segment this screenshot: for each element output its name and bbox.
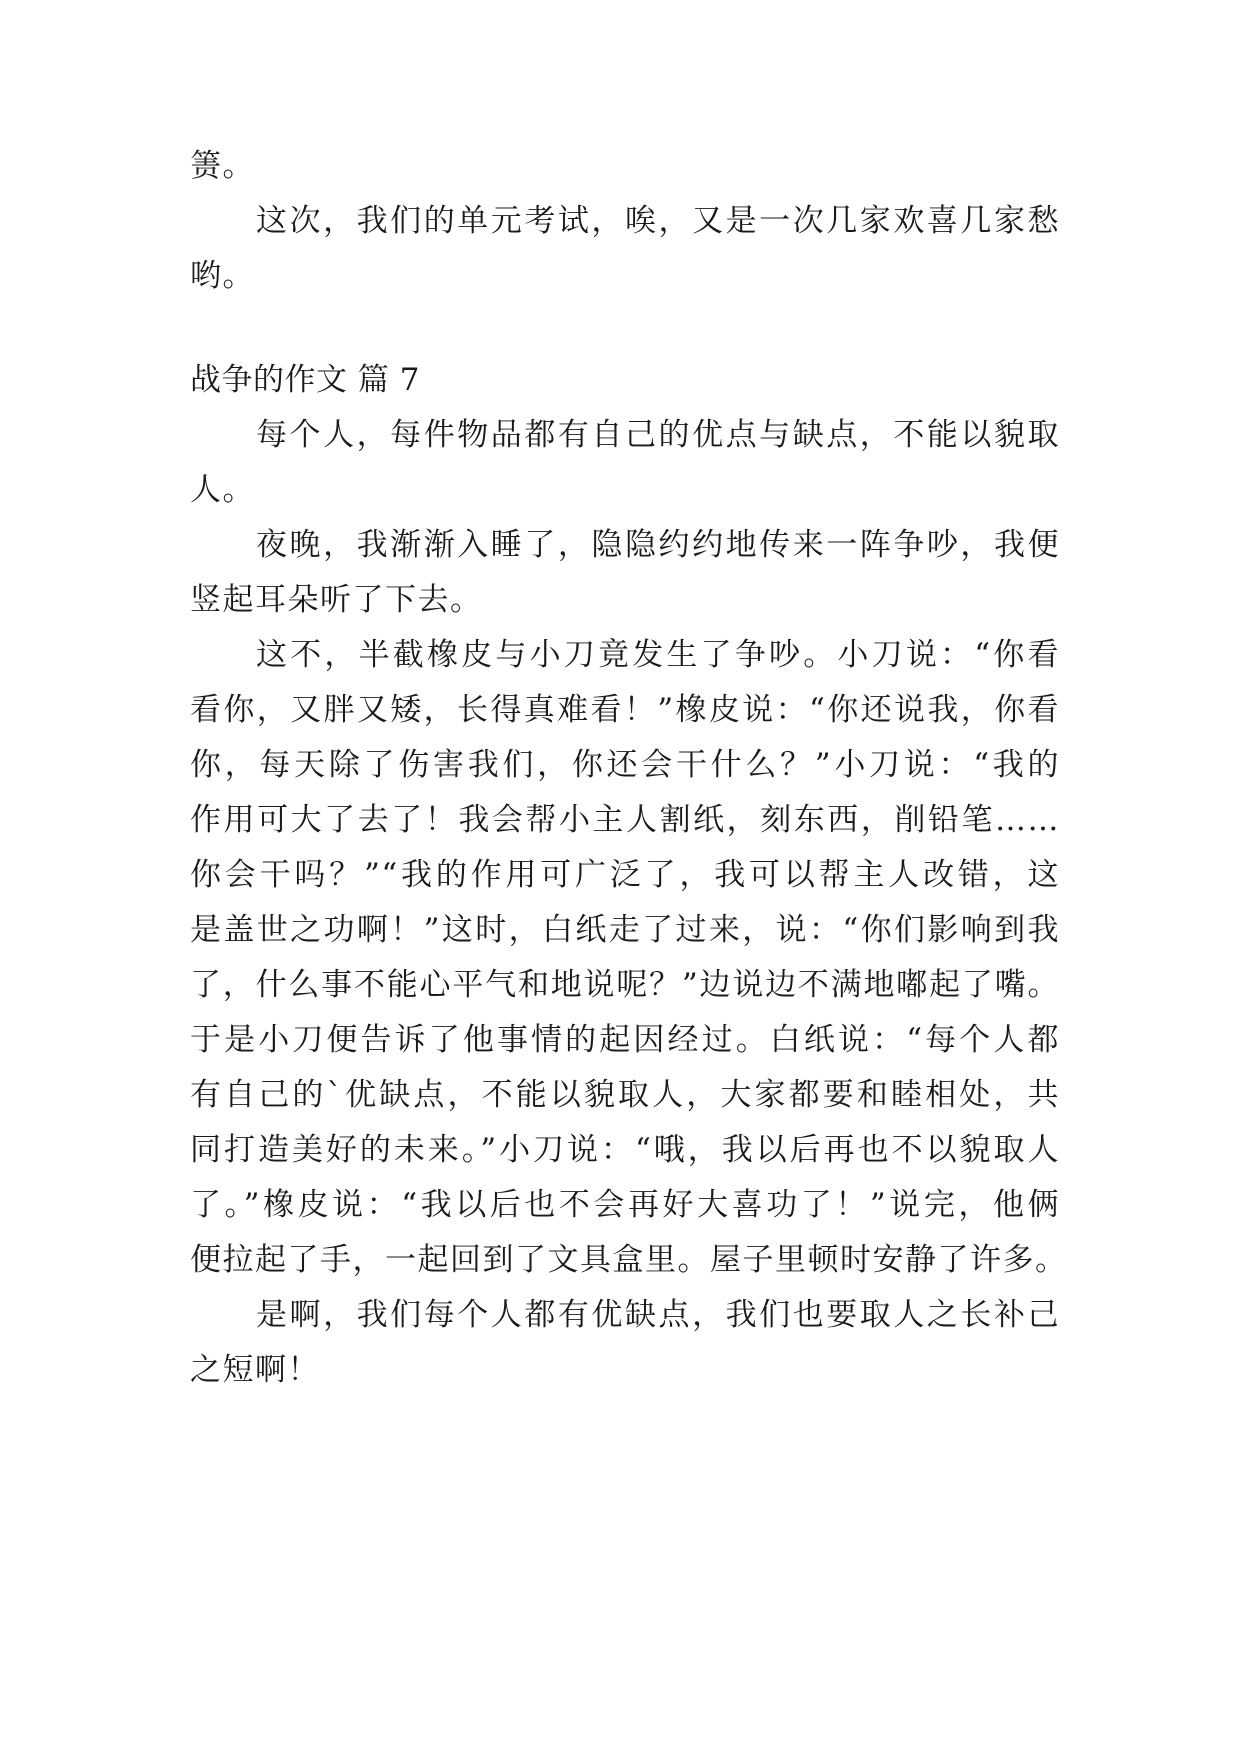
section-heading: 战争的作文 篇 7	[190, 362, 420, 398]
text-line: 你会干吗？”“我的作用可广泛了，我可以帮主人改错，这	[190, 857, 1060, 893]
text-line: 竖起耳朵听了下去。	[190, 582, 483, 618]
text-line: 同打造美好的未来。”小刀说：“哦，我以后再也不以貌取人	[190, 1132, 1060, 1168]
text-line: 了。”橡皮说：“我以后也不会再好大喜功了！”说完，他俩	[190, 1187, 1060, 1223]
text-line: 夜晚，我渐渐入睡了，隐隐约约地传来一阵争吵，我便	[256, 527, 1060, 563]
text-line: 于是小刀便告诉了他事情的起因经过。白纸说：“每个人都	[190, 1022, 1060, 1058]
text-line: 作用可大了去了！我会帮小主人割纸，刻东西，削铅笔……	[190, 802, 1060, 838]
text-line: 哟。	[190, 258, 255, 294]
text-line: 这次，我们的单元考试，唉，又是一次几家欢喜几家愁	[256, 203, 1060, 239]
text-line: 每个人，每件物品都有自己的优点与缺点，不能以貌取	[256, 417, 1060, 453]
text-line: 箦。	[190, 148, 255, 184]
text-line: 看你，又胖又矮，长得真难看！”橡皮说：“你还说我，你看	[190, 692, 1060, 728]
text-line: 你，每天除了伤害我们，你还会干什么？”小刀说：“我的	[190, 747, 1060, 783]
text-line: 是啊，我们每个人都有优缺点，我们也要取人之长补己	[256, 1297, 1060, 1333]
text-line: 便拉起了手，一起回到了文具盒里。屋子里顿时安静了许多。	[190, 1242, 1068, 1278]
text-line: 这不，半截橡皮与小刀竟发生了争吵。小刀说：“你看	[256, 637, 1060, 673]
text-line: 有自己的`优缺点，不能以貌取人，大家都要和睦相处，共	[190, 1077, 1060, 1113]
text-line: 了，什么事不能心平气和地说呢？”边说边不满地嘟起了嘴。	[190, 967, 1060, 1003]
text-line: 是盖世之功啊！”这时，白纸走了过来，说：“你们影响到我	[190, 912, 1060, 948]
text-line: 人。	[190, 472, 255, 508]
text-line: 之短啊！	[190, 1352, 320, 1388]
